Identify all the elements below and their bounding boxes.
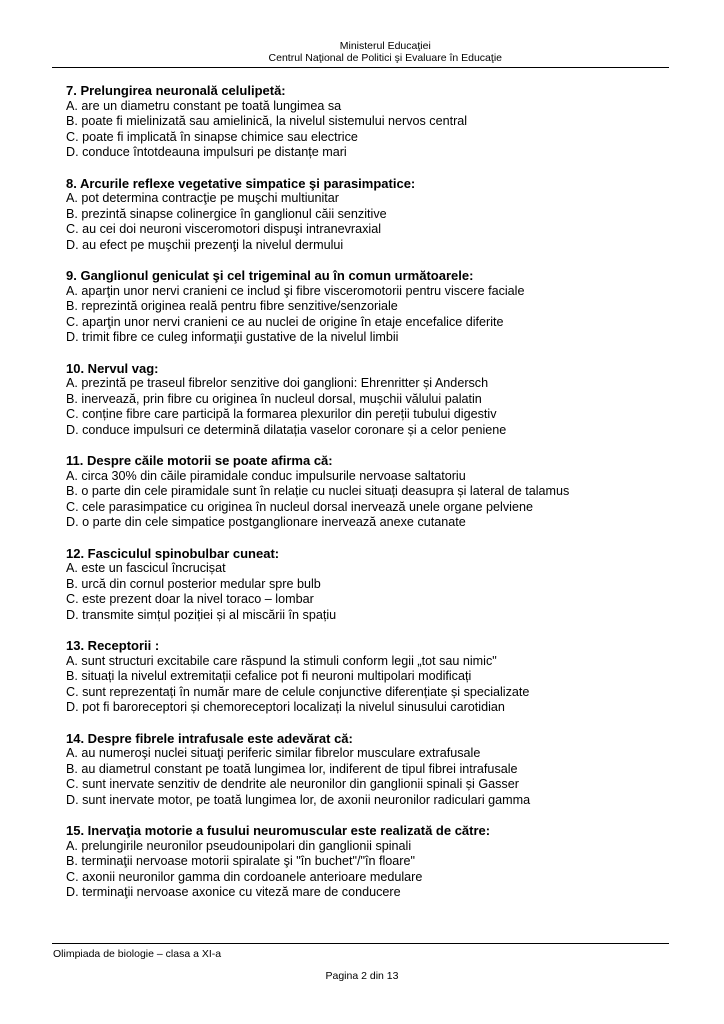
option-a: A. are un diametru constant pe toată lungimea sa bbox=[66, 98, 342, 113]
page-header bbox=[269, 40, 502, 64]
option-b: B. inervează, prin fibre cu originea în nucleul dorsal, mușchii vălului palatin bbox=[66, 391, 482, 406]
question-8 bbox=[66, 176, 666, 254]
question-title: 9. Ganglionul geniculat şi cel trigeminal au în comun următoarele: bbox=[66, 268, 474, 283]
question-7 bbox=[66, 83, 666, 161]
option-a: A. au numeroşi nuclei situaţi periferic similar fibrelor musculare extrafusale bbox=[66, 746, 481, 760]
question-title: 7. Prelungirea neuronală celulipetă: bbox=[66, 83, 286, 98]
option-c: C. sunt reprezentați în număr mare de celule conjunctive diferențiate și specializate bbox=[66, 684, 530, 699]
option-d: D. terminaţii nervoase axonice cu viteză mare de conducere bbox=[66, 885, 401, 899]
option-c: C. aparţin unor nervi cranieni ce au nuclei de origine în etaje encefalice diferite bbox=[66, 314, 504, 329]
footer-olympiad: Olimpiada de biologie – clasa a XI-a bbox=[53, 948, 222, 960]
option-d: D. conduce întotdeauna impulsuri pe distanțe mari bbox=[66, 145, 347, 159]
option-c: C. poate fi implicată în sinapse chimice sau electrice bbox=[66, 129, 358, 144]
question-title: 10. Nervul vag: bbox=[66, 360, 159, 376]
question-list bbox=[66, 83, 666, 916]
option-a: A. prelungirile neuronilor pseudounipolari din ganglionii spinali bbox=[66, 838, 412, 853]
option-a: A. circa 30% din căile piramidale conduc impulsurile nervoase saltatoriu bbox=[66, 468, 466, 483]
option-a: A. pot determina contracţie pe muşchi multiunitar bbox=[66, 191, 339, 205]
question-title: 11. Despre căile motorii se poate afirma că: bbox=[66, 453, 333, 468]
option-b: B. reprezintă originea reală pentru fibre senzitive/senzoriale bbox=[66, 299, 398, 313]
option-c: C. conține fibre care participă la formarea plexurilor din pereții tubului digestiv bbox=[66, 407, 497, 421]
question-title: 14. Despre fibrele intrafusale este adevărat că: bbox=[66, 730, 353, 746]
option-d: D. trimit fibre ce culeg informaţii gustative de la nivelul limbii bbox=[66, 330, 399, 344]
header-ministry: Ministerul Educaţiei bbox=[339, 40, 431, 52]
option-b: B. poate fi mielinizată sau amielinică, la nivelul sistemului nervos central bbox=[66, 114, 468, 128]
option-c: C. este prezent doar la nivel toraco – lombar bbox=[66, 592, 314, 606]
option-d: D. conduce impulsuri ce determină dilatația vaselor coronare și a celor peniene bbox=[66, 422, 507, 437]
question-title: 15. Inervaţia motorie a fusului neuromuscular este realizată de către: bbox=[66, 823, 491, 838]
question-title: 13. Receptorii : bbox=[66, 638, 160, 653]
option-c: C. cele parasimpatice cu originea în nucleul dorsal inervează unele organe pelviene bbox=[66, 499, 533, 514]
question-15 bbox=[66, 823, 666, 901]
option-d: D. sunt inervate motor, pe toată lungimea lor, de axonii neuronilor radiculari gamma bbox=[66, 792, 531, 807]
option-b: B. o parte din cele piramidale sunt în relație cu nuclei situați deasupra și lateral de talamus bbox=[66, 484, 570, 498]
footer-divider bbox=[52, 943, 669, 944]
header-divider bbox=[52, 67, 669, 68]
option-d: D. pot fi baroreceptori și chemoreceptori localizați la nivelul sinusului carotidian bbox=[66, 700, 505, 714]
option-b: B. urcă din cornul posterior medular spre bulb bbox=[66, 576, 321, 591]
option-a: A. prezintă pe traseul fibrelor senzitive doi ganglioni: Ehrenritter și Andersch bbox=[66, 376, 489, 390]
question-12 bbox=[66, 546, 666, 624]
question-13 bbox=[66, 638, 666, 716]
option-a: A. este un fascicul încrucișat bbox=[66, 561, 226, 575]
question-11 bbox=[66, 453, 666, 531]
option-d: D. transmite simțul poziției și al miscării în spațiu bbox=[66, 607, 337, 622]
option-a: A. sunt structuri excitabile care răspund la stimuli conform legii „tot sau nimic" bbox=[66, 653, 497, 668]
page-number: Pagina 2 din 13 bbox=[325, 970, 399, 982]
option-c: C. axonii neuronilor gamma din cordoanele anterioare medulare bbox=[66, 869, 423, 884]
option-c: C. sunt inervate senzitiv de dendrite ale neuronilor din ganglionii spinali și Gasser bbox=[66, 777, 519, 791]
option-b: B. prezintă sinapse colinergice în ganglionul căii senzitive bbox=[66, 206, 387, 221]
option-b: B. au diametrul constant pe toată lungimea lor, indiferent de tipul fibrei intrafusale bbox=[66, 761, 518, 776]
header-center: Centrul Naţional de Politici şi Evaluare în Educaţie bbox=[268, 52, 502, 64]
question-title: 12. Fasciculul spinobulbar cuneat: bbox=[66, 545, 280, 561]
question-9 bbox=[66, 268, 666, 346]
question-10 bbox=[66, 361, 666, 439]
option-d: D. o parte din cele simpatice postganglionare inervează anexe cutanate bbox=[66, 515, 466, 529]
option-a: A. aparţin unor nervi cranieni ce includ şi fibre visceromotorii pentru viscere faciale bbox=[66, 283, 525, 298]
option-d: D. au efect pe muşchii prezenţi la nivelul dermului bbox=[66, 237, 344, 252]
option-b: B. situați la nivelul extremitații cefalice pot fi neuroni multipolari modificați bbox=[66, 669, 472, 683]
option-b: B. terminaţii nervoase motorii spiralate şi "în buchet"/"în floare" bbox=[66, 854, 415, 868]
question-14 bbox=[66, 731, 666, 809]
question-title: 8. Arcurile reflexe vegetative simpatice şi parasimpatice: bbox=[66, 175, 416, 191]
option-c: C. au cei doi neuroni visceromotori dispuşi intranevraxial bbox=[66, 222, 381, 236]
